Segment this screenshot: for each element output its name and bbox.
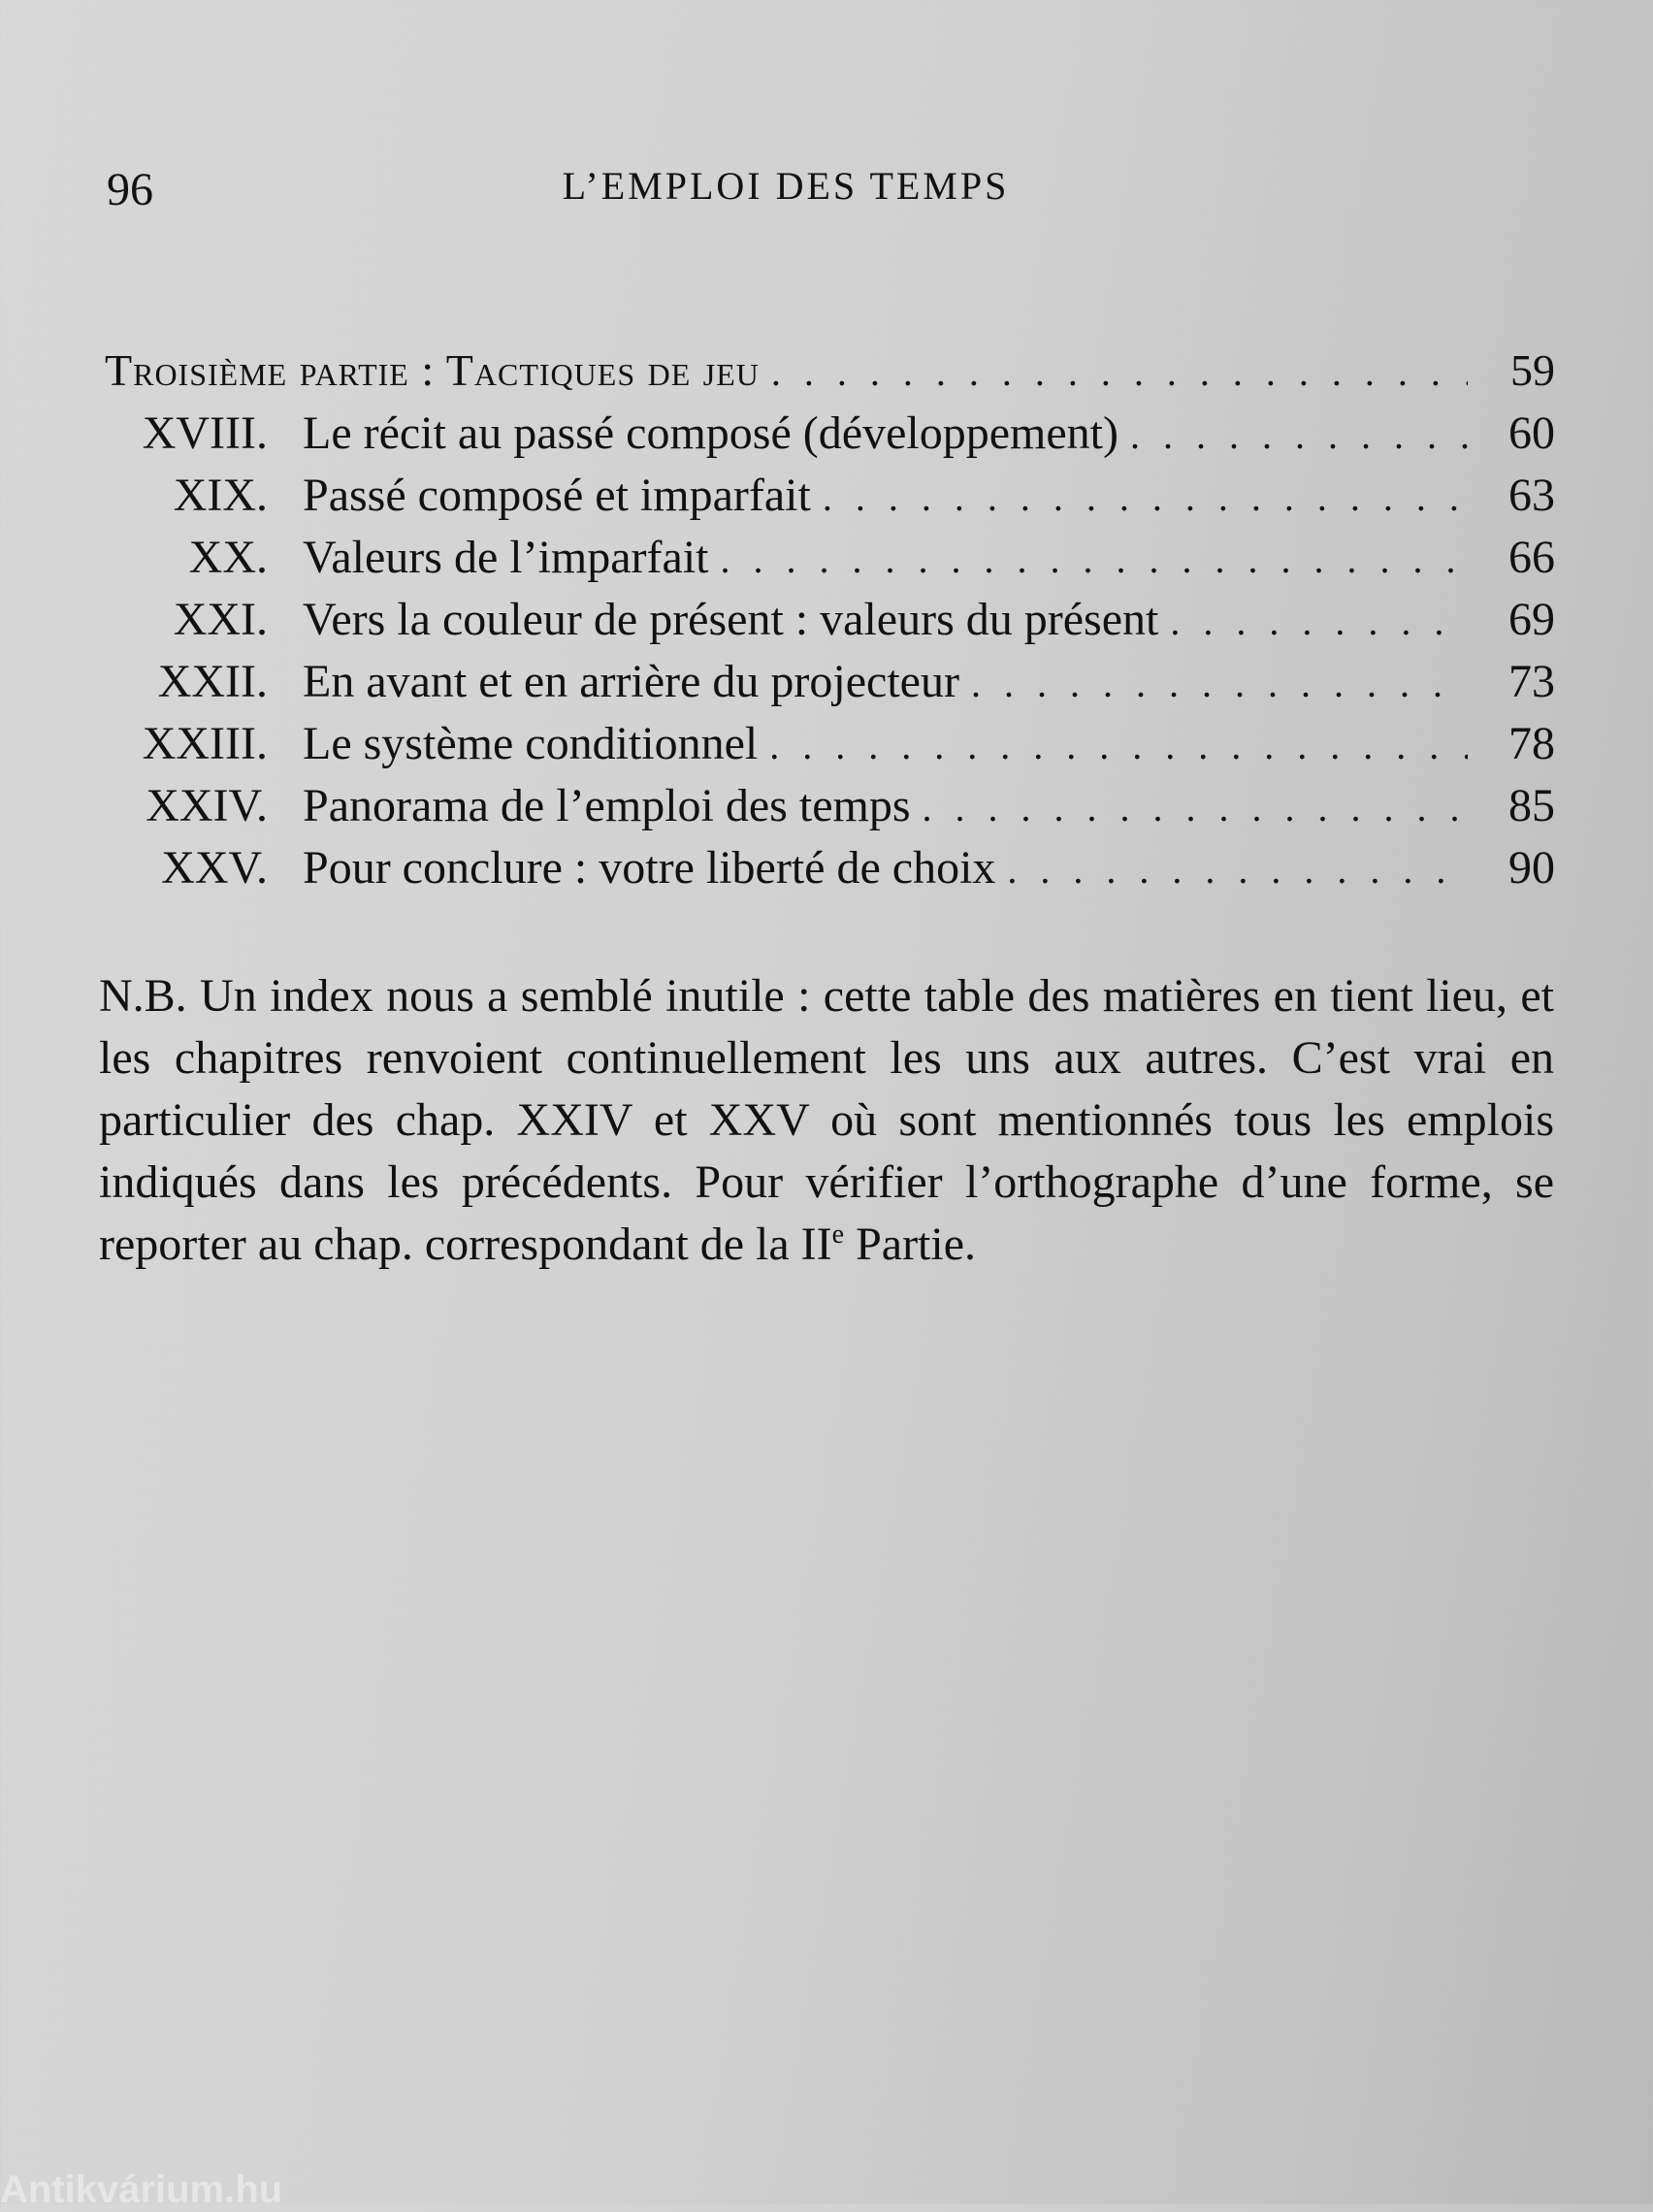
chapter-number: XIX. [173, 470, 268, 521]
note-tail: Partie. [844, 1219, 977, 1270]
chapter-title: Passé composé et imparfait [303, 470, 811, 521]
note-superscript: e [831, 1220, 845, 1250]
toc-page-ref: 69 [1508, 594, 1555, 645]
leader-dots [771, 349, 1468, 395]
chapter-title: Pour conclure : votre liberté de choix [303, 842, 996, 894]
chapter-number: XXIII. [142, 718, 268, 769]
leader-dots [971, 661, 1468, 706]
note-text: N.B. Un index nous a semblé inutile : cette table des matières en tient lieu, et les chapitres renvoient continuellement les uns aux autres. C’est vrai en particulier des chap. XXIV et XXV où sont mentionnés tous les emplois indiqués dans les précédents. Pour vérifier l’orthographe d’une forme, se reporter au chap. correspondant de la II [99, 970, 1554, 1270]
toc-page-ref: 63 [1508, 470, 1555, 521]
chapter-title: Vers la couleur de présent : valeurs du présent [303, 594, 1159, 645]
toc-entry [105, 469, 1555, 531]
chapter-title: Valeurs de l’imparfait [303, 532, 709, 583]
watermark: Antikvárium.hu [0, 2168, 283, 2211]
leader-dots [1130, 412, 1468, 458]
toc-entry [105, 593, 1555, 655]
page-number: 96 [107, 164, 153, 215]
toc-page-ref: 60 [1508, 407, 1555, 459]
toc-part-title: Troisième partie : Tactiques de jeu [105, 345, 760, 395]
toc-page-ref: 90 [1508, 842, 1555, 894]
chapter-title: Panorama de l’emploi des temps [303, 780, 911, 831]
nota-bene-paragraph [99, 965, 1554, 1276]
leader-dots [1007, 847, 1468, 893]
toc-entry [105, 655, 1555, 717]
chapter-number: XXI. [173, 594, 268, 645]
toc-page-ref: 66 [1508, 532, 1555, 583]
toc-entry [105, 531, 1555, 593]
leader-dots [923, 785, 1468, 830]
toc-entry [105, 841, 1555, 903]
chapter-number: XVIII. [142, 407, 268, 459]
toc-page-ref: 59 [1510, 345, 1555, 395]
chapter-title: Le système conditionnel [303, 718, 759, 769]
toc-page-ref: 85 [1508, 780, 1555, 831]
chapter-number: XXII. [157, 656, 268, 707]
toc-page-ref: 73 [1508, 656, 1555, 707]
running-head: L’EMPLOI DES TEMPS [562, 164, 1010, 208]
chapter-number: XX. [188, 532, 268, 583]
toc-part-heading [105, 344, 1555, 407]
chapter-title: Le récit au passé composé (développement) [303, 407, 1118, 459]
leader-dots [823, 474, 1468, 520]
toc-entry [105, 407, 1555, 469]
toc-page-ref: 78 [1508, 718, 1555, 769]
toc-entry [105, 779, 1555, 841]
chapter-number: XXV. [161, 842, 268, 894]
leader-dots [769, 723, 1468, 768]
leader-dots [1170, 599, 1468, 644]
table-of-contents [105, 344, 1555, 903]
chapter-number: XXIV. [146, 780, 268, 831]
chapter-title: En avant et en arrière du projecteur [303, 656, 959, 707]
leader-dots [721, 537, 1469, 582]
toc-entry [105, 717, 1555, 779]
